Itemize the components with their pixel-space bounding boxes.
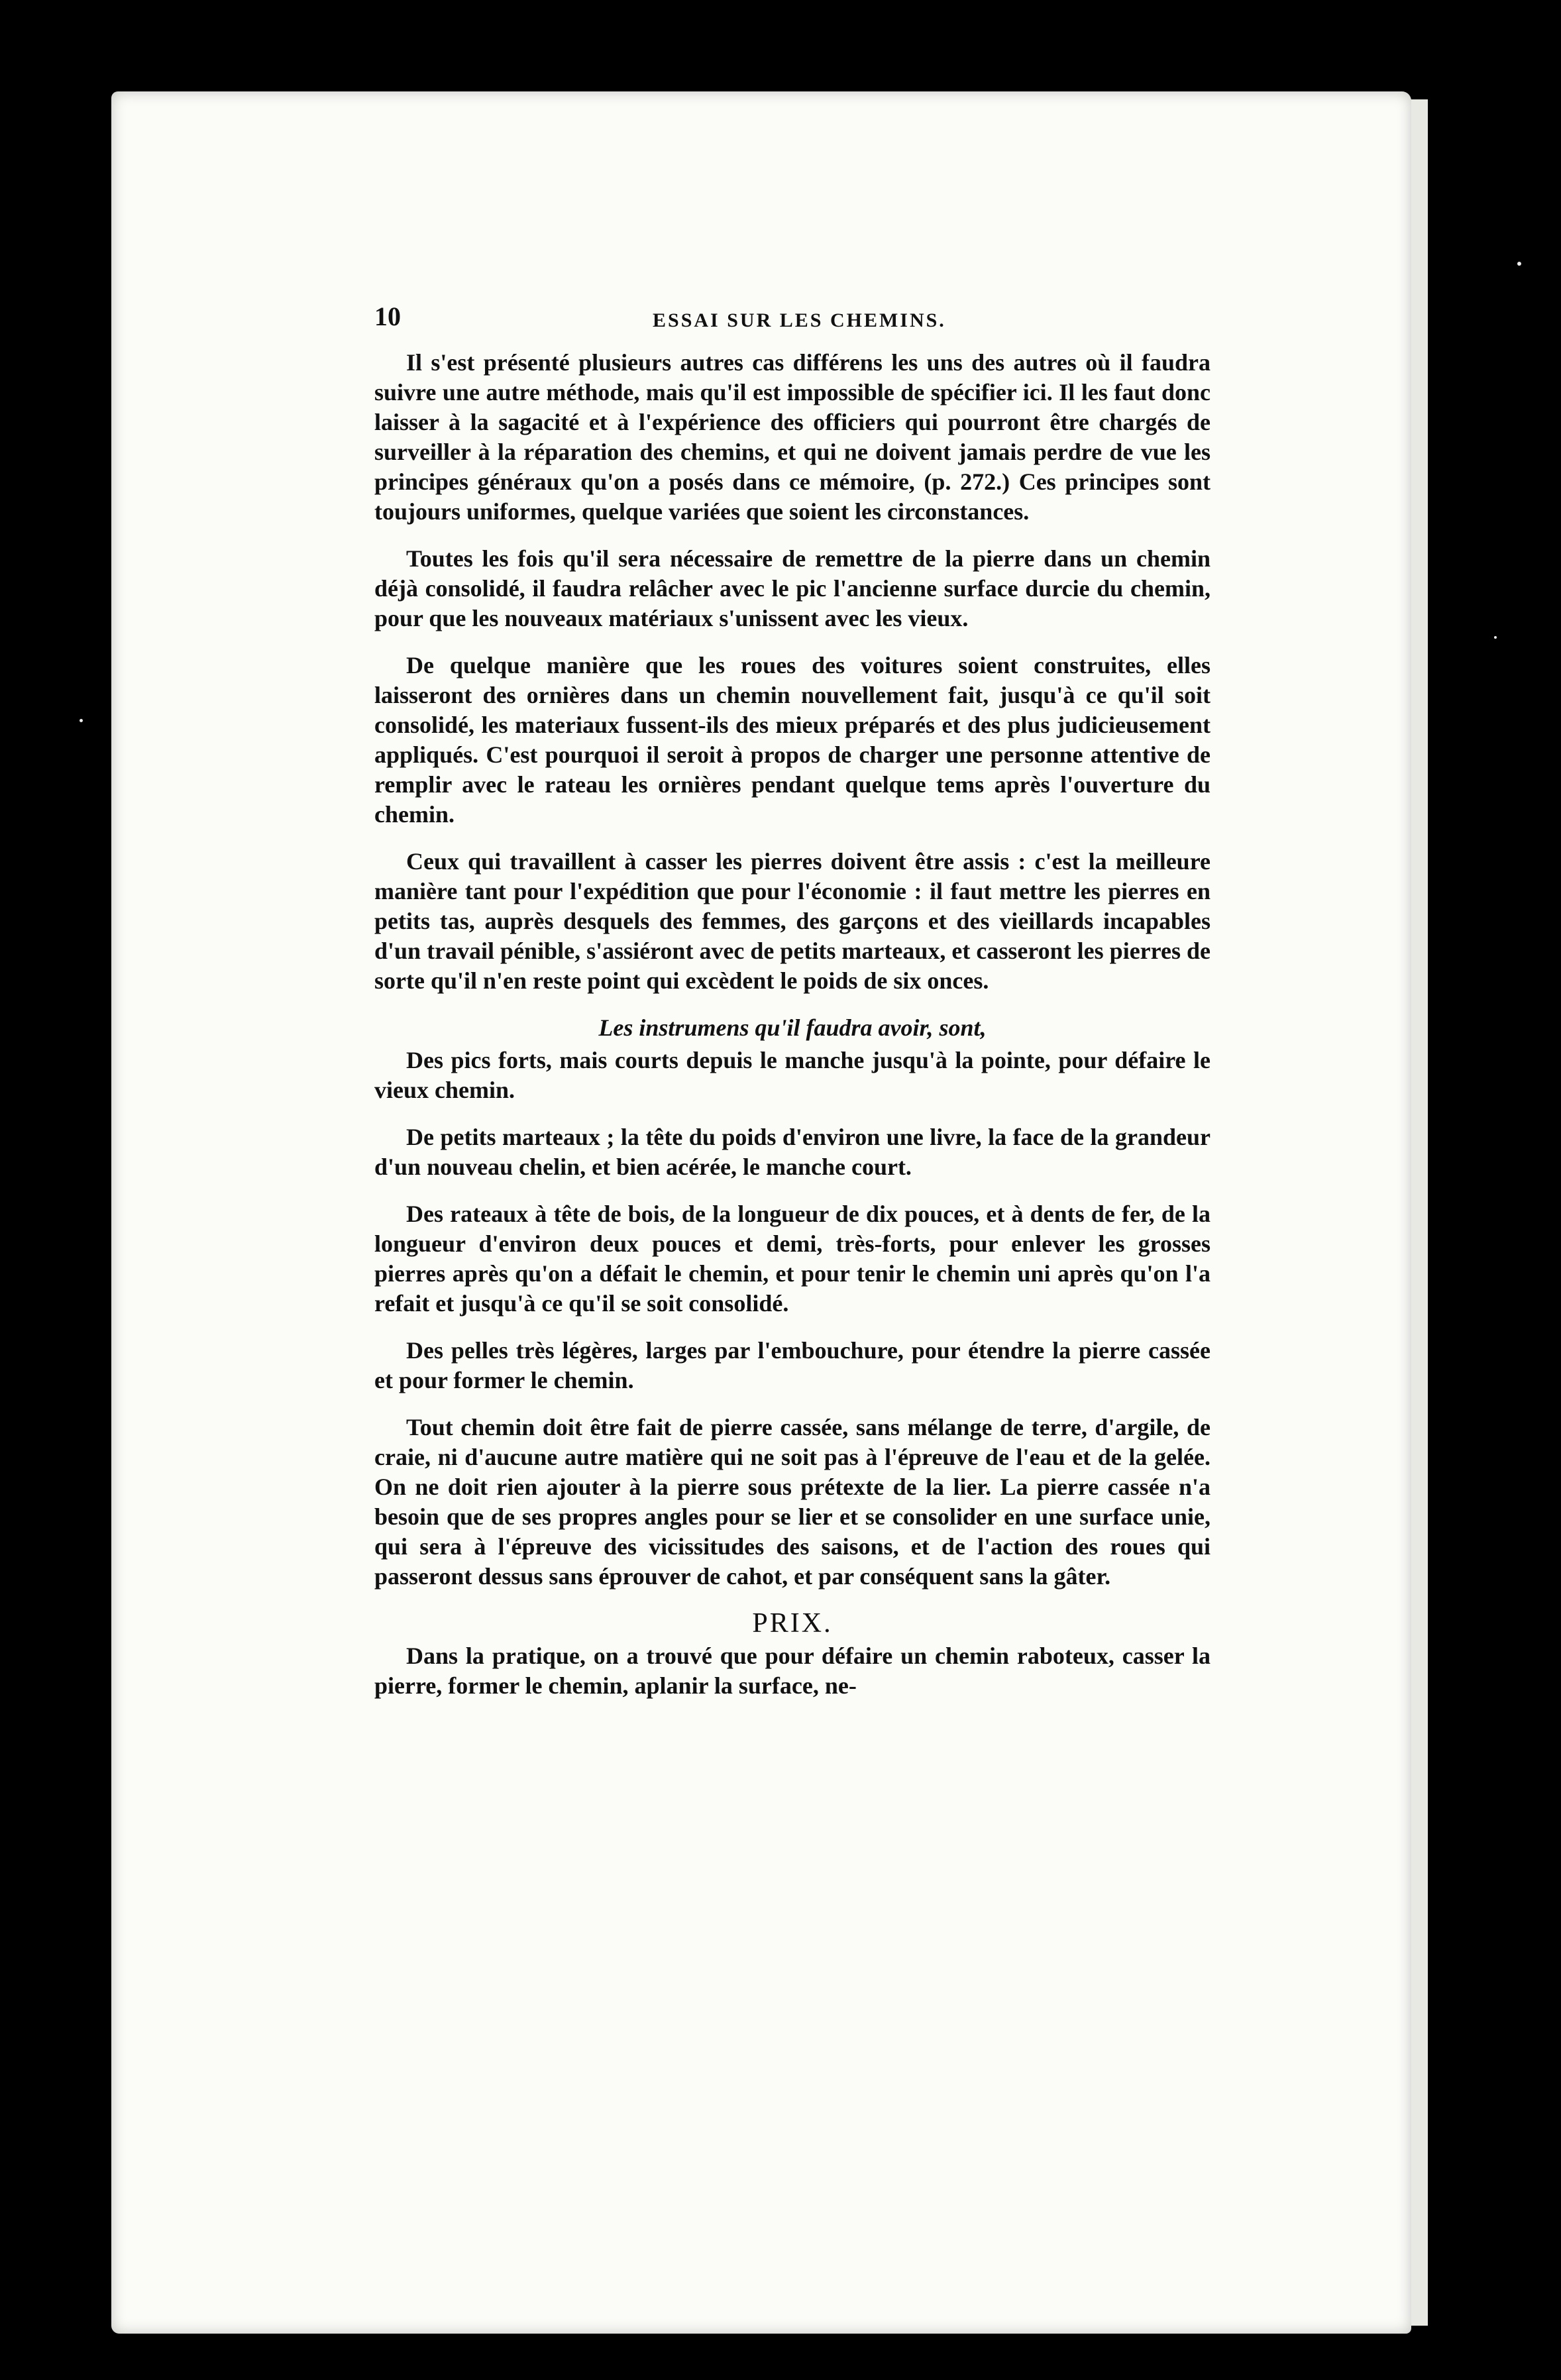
running-title: ESSAI SUR LES CHEMINS. bbox=[653, 309, 946, 331]
scan-speck bbox=[1517, 262, 1521, 266]
instrument-item: Des rateaux à tête de bois, de la longueur de dix pouces, et à dents de fer, de la longueur d'environ deux pouces et demi, très-forts, pour enlever les grosses pierres après qu'on a défait le chemin, et pour tenir le chemin uni après qu'on l'a refait et jusqu'à ce qu'il se soit consolidé. bbox=[374, 1201, 1211, 1317]
paragraph: Tout chemin doit être fait de pierre cassée, sans mélange de terre, d'argile, de craie, ni d'aucune autre matière qui ne soit pas à l'épreuve de l'eau et de la gelée. On ne doit rien ajouter à la pierre sous prétexte de la lier. La pierre cassée n'a besoin que de ses propres angles pour se lier et se consolider en une surface unie, qui sera à l'épreuve des vicissitudes des saisons, et de l'action des roues qui passeront dessus sans éprouver de cahot, et par conséquent sans la gâter. bbox=[374, 1414, 1211, 1590]
scan-speck bbox=[1494, 636, 1497, 639]
page-number: 10 bbox=[374, 301, 401, 331]
paragraph: Dans la pratique, on a trouvé que pour défaire un chemin raboteux, casser la pierre, former le chemin, aplanir la surface, ne- bbox=[374, 1643, 1211, 1699]
page-text bbox=[374, 301, 1211, 1718]
instrument-item: Des pelles très légères, larges par l'embouchure, pour étendre la pierre cassée et pour former le chemin. bbox=[374, 1337, 1211, 1393]
paragraph: De quelque manière que les roues des voitures soient construites, elles laisseront des ornières dans un chemin nouvellement fait, jusqu'à ce qu'il soit consolidé, les materiaux fussent-ils des mieux préparés et des plus judicieusement appliqués. C'est pourquoi il seroit à propos de charger une personne attentive de remplir avec le rateau les ornières pendant quelque tems après l'ouverture du chemin. bbox=[374, 652, 1211, 828]
section-heading: PRIX. bbox=[752, 1608, 833, 1639]
running-head bbox=[374, 301, 1211, 341]
instruments-caption: Les instrumens qu'il faudra avoir, sont, bbox=[598, 1014, 987, 1041]
instrument-item: De petits marteaux ; la tête du poids d'environ une livre, la face de la grandeur d'un nouveau chelin, et bien acérée, le manche court. bbox=[374, 1124, 1211, 1180]
scan-speck bbox=[80, 719, 83, 722]
paragraph: Ceux qui travaillent à casser les pierres doivent être assis : c'est la meilleure manière tant pour l'expédition que pour l'économie : il faut mettre les pierres en petits tas, auprès desquels des femmes, des garçons et des vieillards incapables d'un travail pénible, s'assiéront avec de petits marteaux, et casseront les pierres de sorte qu'il n'en reste point qui excèdent le poids de six onces. bbox=[374, 848, 1211, 994]
paragraph: Toutes les fois qu'il sera nécessaire de remettre de la pierre dans un chemin déjà consolidé, il faudra relâcher avec le pic l'ancienne surface durcie du chemin, pour que les nouveaux matériaux s'unissent avec les vieux. bbox=[374, 545, 1211, 631]
instrument-item: Des pics forts, mais courts depuis le manche jusqu'à la pointe, pour défaire le vieux chemin. bbox=[374, 1047, 1211, 1103]
paragraph: Il s'est présenté plusieurs autres cas différens les uns des autres où il faudra suivre une autre méthode, mais qu'il est impossible de spécifier ici. Il les faut donc laisser à la sagacité et à l'expérience des officiers qui pourront être chargés de surveiller à la réparation des chemins, et qui ne doivent jamais perdre de vue les principes généraux qu'on a posés dans ce mémoire, (p. 272.) Ces principes sont toujours uniformes, quelque variées que soient les circonstances. bbox=[374, 349, 1211, 525]
